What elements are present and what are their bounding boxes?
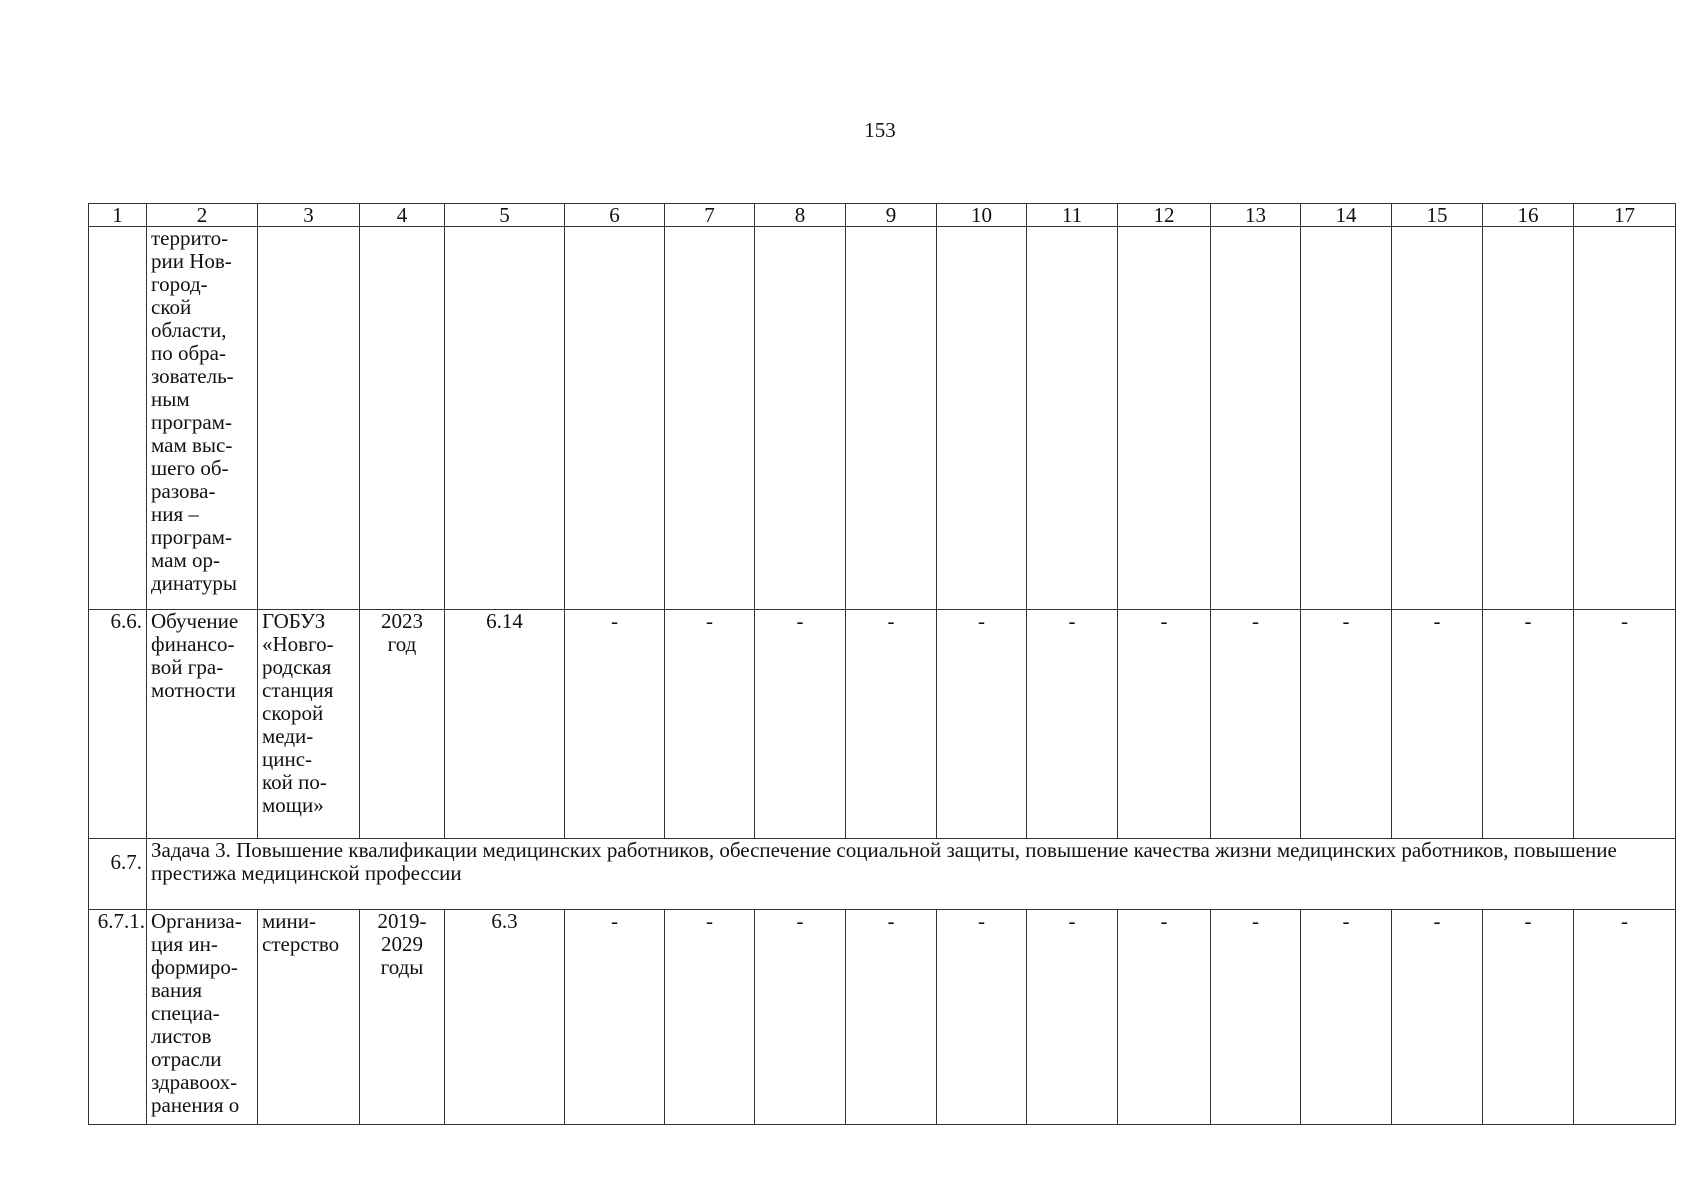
row-number-cell: 6.7. <box>89 839 147 910</box>
column-header: 17 <box>1574 204 1676 227</box>
text-line: год <box>387 632 417 656</box>
value-cell <box>665 227 755 610</box>
text-line: шего об- <box>151 456 229 480</box>
value-cell <box>755 227 846 610</box>
value-cell <box>565 227 665 610</box>
text-line: области, <box>151 318 227 342</box>
text-line: ция ин- <box>151 932 218 956</box>
text-line: вой гра- <box>151 655 224 679</box>
column-header: 7 <box>665 204 755 227</box>
value-cell <box>1483 227 1574 610</box>
text-line: здравоох- <box>151 1070 238 1094</box>
text-line: Обучение <box>151 609 239 633</box>
executor-cell <box>258 610 360 839</box>
text-line: 2029 <box>381 932 423 956</box>
indicator-cell: 6.3 <box>445 910 565 1125</box>
text-line: динатуры <box>151 571 237 595</box>
indicator-cell <box>445 227 565 610</box>
value-cell <box>1301 227 1392 610</box>
executor-cell <box>258 910 360 1125</box>
value-cell: - <box>1392 910 1483 1125</box>
period-cell <box>360 610 445 839</box>
text-line: станция <box>262 678 334 702</box>
text-line: вания <box>151 978 203 1002</box>
executor-cell <box>258 227 360 610</box>
value-cell: - <box>755 910 846 1125</box>
indicator-cell: 6.14 <box>445 610 565 839</box>
text-line: меди- <box>262 724 314 748</box>
text-line: отрасли <box>151 1047 222 1071</box>
measure-name-cell <box>147 610 258 839</box>
value-cell: - <box>1483 910 1574 1125</box>
text-line: програм- <box>151 525 232 549</box>
value-cell: - <box>1027 610 1118 839</box>
column-header: 9 <box>846 204 937 227</box>
text-line: ранения о <box>151 1093 240 1117</box>
text-line: ния – <box>151 502 199 526</box>
text-line: ГОБУЗ <box>262 609 326 633</box>
text-line: ным <box>151 387 190 411</box>
text-line: мам выс- <box>151 433 233 457</box>
text-line: формиро- <box>151 955 238 979</box>
text-line: 2019- <box>377 909 427 933</box>
text-line: Организа- <box>151 909 242 933</box>
column-header: 5 <box>445 204 565 227</box>
text-line: кой по- <box>262 770 327 794</box>
text-line: мам ор- <box>151 548 220 572</box>
text-line: стерство <box>262 932 340 956</box>
measure-name-cell <box>147 227 258 610</box>
value-cell: - <box>1211 910 1301 1125</box>
text-line: по обра- <box>151 341 226 365</box>
value-cell: - <box>1574 910 1676 1125</box>
value-cell <box>846 227 937 610</box>
text-line: програм- <box>151 410 232 434</box>
column-header: 13 <box>1211 204 1301 227</box>
text-line: разова- <box>151 479 216 503</box>
value-cell: - <box>1118 910 1211 1125</box>
column-header: 1 <box>89 204 147 227</box>
text-line: город- <box>151 272 208 296</box>
column-header: 3 <box>258 204 360 227</box>
text-line: финансо- <box>151 632 235 656</box>
text-line: мини- <box>262 909 316 933</box>
text-line: террито- <box>151 226 229 250</box>
value-cell <box>1211 227 1301 610</box>
row-number-cell <box>89 227 147 610</box>
table-row-continuation <box>89 227 1676 610</box>
row-number-cell: 6.7.1. <box>89 910 147 1125</box>
period-cell <box>360 910 445 1125</box>
value-cell: - <box>565 910 665 1125</box>
text-line: специа- <box>151 1001 220 1025</box>
text-line: зователь- <box>151 364 234 388</box>
value-cell: - <box>665 910 755 1125</box>
column-header: 11 <box>1027 204 1118 227</box>
column-header: 12 <box>1118 204 1211 227</box>
value-cell <box>1118 227 1211 610</box>
text-line: скорой <box>262 701 324 725</box>
column-header: 2 <box>147 204 258 227</box>
text-line: мощи» <box>262 793 324 817</box>
value-cell: - <box>1027 910 1118 1125</box>
value-cell: - <box>846 610 937 839</box>
text-line: ской <box>151 295 192 319</box>
page-number: 153 <box>864 118 896 142</box>
value-cell: - <box>665 610 755 839</box>
table-row-6-7 <box>89 839 1676 910</box>
value-cell <box>937 227 1027 610</box>
text-line: родская <box>262 655 332 679</box>
task-heading-cell: Задача 3. Повышение квалификации медицинских работников, обеспечение социальной защиты, повышение качества жизни медицинских работников, повышение престижа медицинской профессии <box>147 839 1676 910</box>
program-table <box>88 203 1676 1125</box>
value-cell: - <box>1392 610 1483 839</box>
value-cell <box>1574 227 1676 610</box>
text-line: цинс- <box>262 747 313 771</box>
column-header: 15 <box>1392 204 1483 227</box>
text-line: 2023 <box>381 609 423 633</box>
column-header: 14 <box>1301 204 1392 227</box>
column-header: 16 <box>1483 204 1574 227</box>
value-cell: - <box>1211 610 1301 839</box>
column-header: 6 <box>565 204 665 227</box>
row-number-cell: 6.6. <box>89 610 147 839</box>
value-cell: - <box>565 610 665 839</box>
value-cell: - <box>846 910 937 1125</box>
value-cell <box>1392 227 1483 610</box>
text-line: рии Нов- <box>151 249 232 273</box>
header-row <box>89 204 1676 227</box>
column-header: 8 <box>755 204 846 227</box>
value-cell: - <box>1301 910 1392 1125</box>
value-cell: - <box>1118 610 1211 839</box>
column-header: 4 <box>360 204 445 227</box>
text-line: «Новго- <box>262 632 334 656</box>
table-row-6-6 <box>89 610 1676 839</box>
value-cell: - <box>1574 610 1676 839</box>
text-line: листов <box>151 1024 212 1048</box>
value-cell: - <box>937 610 1027 839</box>
value-cell: - <box>1483 610 1574 839</box>
column-header: 10 <box>937 204 1027 227</box>
text-line: годы <box>380 955 424 979</box>
value-cell: - <box>937 910 1027 1125</box>
table-row-6-7-1 <box>89 910 1676 1125</box>
value-cell: - <box>1301 610 1392 839</box>
measure-name-cell <box>147 910 258 1125</box>
value-cell <box>1027 227 1118 610</box>
text-line: мотности <box>151 678 236 702</box>
period-cell <box>360 227 445 610</box>
value-cell: - <box>755 610 846 839</box>
